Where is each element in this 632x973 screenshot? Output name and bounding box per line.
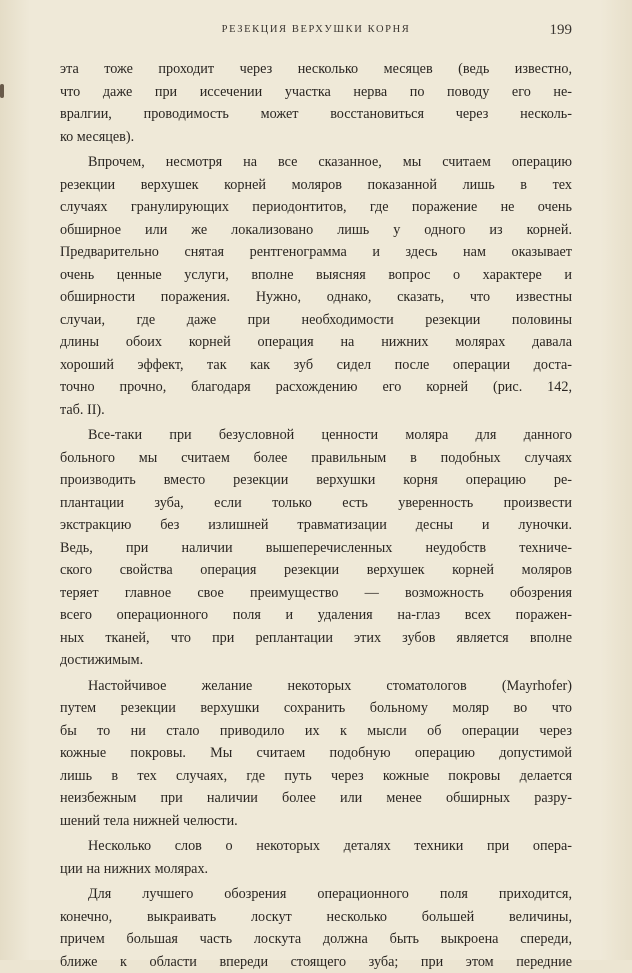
text-line: таб. II). [60, 399, 572, 422]
text-line: Настойчивое желание некоторых стоматологов (Mayrhofer) [60, 675, 572, 698]
text-line: ко месяцев). [60, 126, 572, 149]
text-line: Несколько слов о некоторых деталях техники при опера- [60, 835, 572, 858]
text-line: всего операционного поля и удаления на-глаз всех поражен- [60, 604, 572, 627]
text-line: очень ценные услуги, вполне выясняя вопрос о характере и [60, 264, 572, 287]
text-line: случаи, где даже при необходимости резекции половины [60, 309, 572, 332]
text-line: Все-таки при безусловной ценности моляра для данного [60, 424, 572, 447]
text-line: достижимым. [60, 649, 572, 672]
text-line: лишь в тех случаях, где путь через кожные покровы делается [60, 765, 572, 788]
text-line: Для лучшего обозрения операционного поля приходится, [60, 883, 572, 906]
text-line: что даже при иссечении участка нерва по поводу его не- [60, 81, 572, 104]
text-line: обширное или же локализовано лишь у одного из корней. [60, 219, 572, 242]
text-line: длины обоих корней операция на нижних молярах давала [60, 331, 572, 354]
text-line: случаях гранулирующих периодонтитов, где поражение не очень [60, 196, 572, 219]
text-line: больного мы считаем более правильным в подобных случаях [60, 447, 572, 470]
paragraph [60, 675, 572, 833]
running-header [60, 22, 572, 42]
text-line: обширности поражения. Нужно, однако, сказать, что известны [60, 286, 572, 309]
text-line: ского свойства операция резекции верхушек корней моляров [60, 559, 572, 582]
text-line: Впрочем, несмотря на все сказанное, мы считаем операцию [60, 151, 572, 174]
text-line: резекции верхушек корней моляров показанной лишь в тех [60, 174, 572, 197]
text-line: ции на нижних молярах. [60, 858, 572, 881]
running-title: РЕЗЕКЦИЯ ВЕРХУШКИ КОРНЯ [60, 24, 572, 35]
paragraph [60, 835, 572, 880]
page-number: 199 [550, 22, 573, 39]
paragraph [60, 424, 572, 672]
text-line: шений тела нижней челюсти. [60, 810, 572, 833]
text-line: эта тоже проходит через несколько месяцев (ведь известно, [60, 58, 572, 81]
body-text [60, 58, 572, 973]
text-line: теряет главное свое преимущество — возможность обозрения [60, 582, 572, 605]
text-line: Ведь, при наличии вышеперечисленных неудобств техниче- [60, 537, 572, 560]
text-line: производить вместо резекции верхушки корня операцию ре- [60, 469, 572, 492]
text-line: бы то ни стало приводило их к мысли об операции через [60, 720, 572, 743]
text-line: Предварительно снятая рентгенограмма и здесь нам оказывает [60, 241, 572, 264]
text-line: точно прочно, благодаря расхождению его корней (рис. 142, [60, 376, 572, 399]
text-line: конечно, выкраивать лоскут несколько большей величины, [60, 906, 572, 929]
text-line: хороший эффект, так как зуб сидел после операции доста- [60, 354, 572, 377]
text-line: плантации зуба, если только есть уверенность произвести [60, 492, 572, 515]
text-line: ных тканей, что при реплантации этих зубов является вполне [60, 627, 572, 650]
text-line: вралгии, проводимость может восстановиться через несколь- [60, 103, 572, 126]
text-line: экстракцию без излишней травматизации десны и луночки. [60, 514, 572, 537]
text-line: неизбежным при наличии более или менее обширных разру- [60, 787, 572, 810]
text-line: ближе к области впереди стоящего зуба; при этом передние [60, 951, 572, 973]
paragraph [60, 58, 572, 148]
text-line: кожные покровы. Мы считаем подобную операцию допустимой [60, 742, 572, 765]
margin-ink-mark [0, 84, 4, 98]
text-line: причем большая часть лоскута должна быть выкроена спереди, [60, 928, 572, 951]
text-line: путем резекции верхушки сохранить больному моляр во что [60, 697, 572, 720]
paragraph [60, 151, 572, 421]
